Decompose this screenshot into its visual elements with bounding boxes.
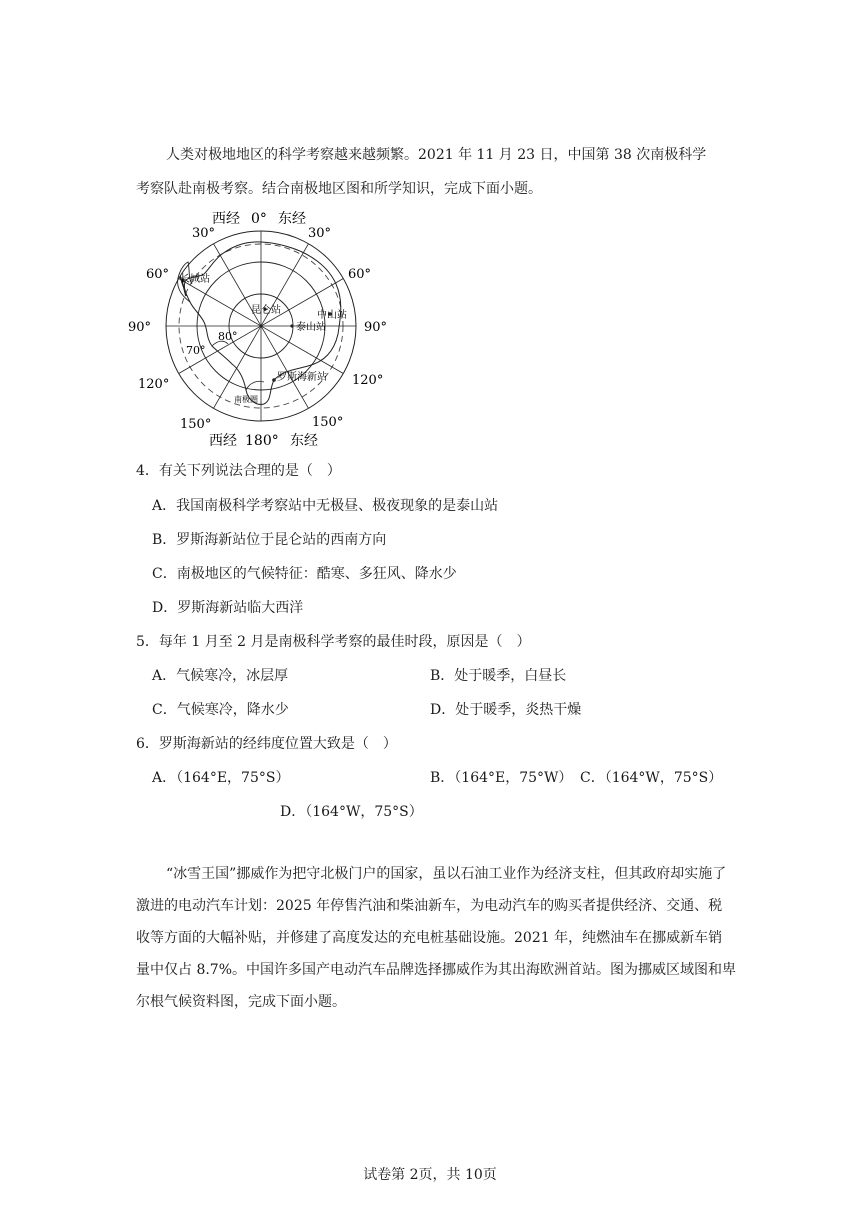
map-deg-90-west: 90° (128, 320, 152, 335)
q6-stem: 6．罗斯海新站的经纬度位置大致是（ ） (136, 736, 397, 752)
map-deg-60-east: 60° (348, 267, 372, 282)
map-top-east-label: 东经 (278, 211, 306, 227)
station-taishan-marker (290, 324, 293, 327)
station-kunlun-label: 昆仑站 (251, 305, 281, 316)
q4-option-c: C．南极地区的气候特征：酷寒、多狂风、降水少 (152, 566, 457, 582)
intro-line-1: 人类对极地地区的科学考察越来越频繁。2021 年 11 月 23 日，中国第 38 次南极科学 (166, 147, 707, 163)
map-deg-90-east: 90° (364, 320, 388, 335)
q4-option-a: A．我国南极科学考察站中无极昼、极夜现象的是泰山站 (152, 498, 499, 514)
map-deg-60-west: 60° (146, 267, 170, 282)
map-deg-30-east: 30° (308, 226, 332, 241)
map-bottom-west-label: 西经 (209, 433, 237, 449)
map-top-zero-label: 0° (251, 211, 267, 227)
map-lat-70-label: 70° (186, 344, 206, 357)
map-deg-150-east: 150° (312, 415, 344, 430)
q5-option-a: A．气候寒冷，冰层厚 (152, 668, 289, 684)
intro-line-2: 考察队赴南极考察。结合南极地区图和所学知识，完成下面小题。 (136, 181, 542, 197)
station-zhongshan-label: 中山站 (317, 310, 347, 321)
antarctic-circle-label: 南极圈 (234, 395, 258, 404)
q5-option-b: B．处于暖季，白昼长 (430, 668, 567, 684)
q6-option-d: D．（164°W，75°S） (280, 804, 423, 820)
q6-option-b: B．（164°E，75°W） (430, 770, 573, 786)
page-footer: 试卷第 2页，共 10页 (363, 1167, 497, 1183)
q5-option-d: D．处于暖季，炎热干燥 (430, 702, 582, 718)
map-deg-120-west: 120° (138, 377, 170, 392)
map-bottom-east-label: 东经 (290, 433, 318, 449)
station-luosihai-marker (272, 378, 276, 382)
q6-option-a: A．（164°E，75°S） (152, 770, 290, 786)
map-deg-150-west: 150° (180, 417, 212, 432)
q6-option-c: C．（164°W，75°S） (580, 770, 723, 786)
map-lat-80-label: 80° (218, 330, 238, 343)
norway-paragraph: “冰雪王国”挪威作为把守北极门户的国家，虽以石油工业作为经济支柱，但其政府却实施了激进的电动汽车计划：2025 年停售汽油和柴油新车，为电动汽车的购买者提供经济、交通、税收等方面的大幅补贴，并修建了高度发达的充电桩基础设施。2021 年，纯燃油车在挪威新车销量中仅占 8.7%。中国许多国产电动汽车品牌选择挪威作为其出海欧洲首站。图为挪威区域图和卑尔根气候资料图，完成下面小题。 (136, 866, 737, 1010)
station-changcheng-label: 长城站 (180, 274, 210, 285)
q4-stem: 4．有关下列说法合理的是（ ） (136, 463, 341, 479)
map-top-west-label: 西经 (212, 211, 240, 227)
station-taishan-label: 泰山站 (296, 322, 326, 333)
q5-stem: 5．每年 1 月至 2 月是南极科学考察的最佳时段，原因是（ ） (136, 634, 531, 650)
q5-option-c: C．气候寒冷，降水少 (152, 702, 289, 718)
q4-option-b: B．罗斯海新站位于昆仑站的西南方向 (152, 532, 387, 548)
station-luosihai-label: 罗斯海新站 (277, 372, 327, 383)
intro-paragraph (136, 138, 736, 206)
map-bottom-180-label: 180° (245, 433, 279, 449)
q4-option-d: D．罗斯海新站临大西洋 (152, 600, 304, 616)
meridian-lines (166, 231, 356, 421)
map-deg-30-west: 30° (192, 226, 216, 241)
map-deg-120-east: 120° (352, 373, 384, 388)
antarctic-map (124, 204, 396, 450)
